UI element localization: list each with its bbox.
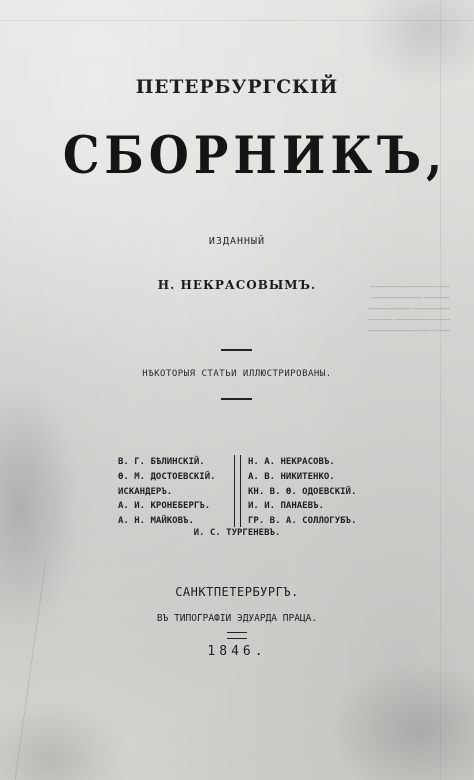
author-column-right	[248, 455, 356, 529]
printer: ВЪ ТИПОГРАФІИ ЭДУАРДА ПРАЦА.	[156, 613, 318, 624]
paper-stain	[0, 380, 80, 640]
author-name: ГР. В. А. СОЛЛОГУБЪ.	[248, 516, 357, 527]
author-name: А. И. КРОНЕБЕРГЪ.	[118, 501, 211, 512]
illustration-note: НѢКОТОРЫЯ СТАТЬИ ИЛЛЮСТРИРОВАНЫ.	[142, 369, 332, 379]
author-name-last: И. С. ТУРГЕНЕВЪ.	[193, 528, 281, 538]
author-name: А. В. НИКИТЕНКО.	[248, 471, 335, 482]
author-name: Н. А. НЕКРАСОВЪ.	[248, 457, 335, 467]
paper-stain	[0, 700, 130, 780]
bleed-through-texture: ━━━━━━━━━━━━━━━━━━━ ━━━━━━ ━━━━━━━━━━━━ ━━━━━━━━━ ━━━━━━━━━━ ━━━━━━━━━━━━━ ━━━━━━ ━━━━ ━━━━━━━━━━━━━━━	[367, 283, 450, 335]
author-name: КН. В. Ѳ. ОДОЕВСКІЙ.	[248, 486, 357, 497]
title-line-1: ПЕТЕРБУРГСКІЙ	[135, 76, 339, 98]
publisher-name: Н. НЕКРАСОВЫМЪ.	[157, 278, 317, 292]
city: САНКТПЕТЕРБУРГЪ.	[175, 585, 299, 599]
author-column-left	[118, 455, 216, 529]
divider-rule	[221, 398, 252, 400]
double-rule	[227, 632, 247, 639]
author-name: Ѳ. М. ДОСТОЕВСКІЙ.	[118, 471, 216, 482]
paper-crease	[440, 0, 441, 780]
title-line-2: СБОРНИКЪ,	[62, 124, 448, 186]
paper-crease	[0, 20, 474, 21]
divider-rule	[221, 349, 252, 351]
author-name: И. И. ПАНАЕВЪ.	[248, 501, 324, 512]
author-name: ИСКАНДЕРЪ.	[118, 486, 173, 497]
edited-by-label: ИЗДАННЫЙ	[208, 236, 266, 247]
paper-stain	[330, 660, 474, 780]
year: 1846.	[207, 644, 267, 659]
column-divider	[234, 455, 241, 527]
author-name: В. Г. БѢЛИНСКІЙ.	[118, 457, 205, 467]
author-name: А. Н. МАЙКОВЪ.	[118, 516, 194, 527]
